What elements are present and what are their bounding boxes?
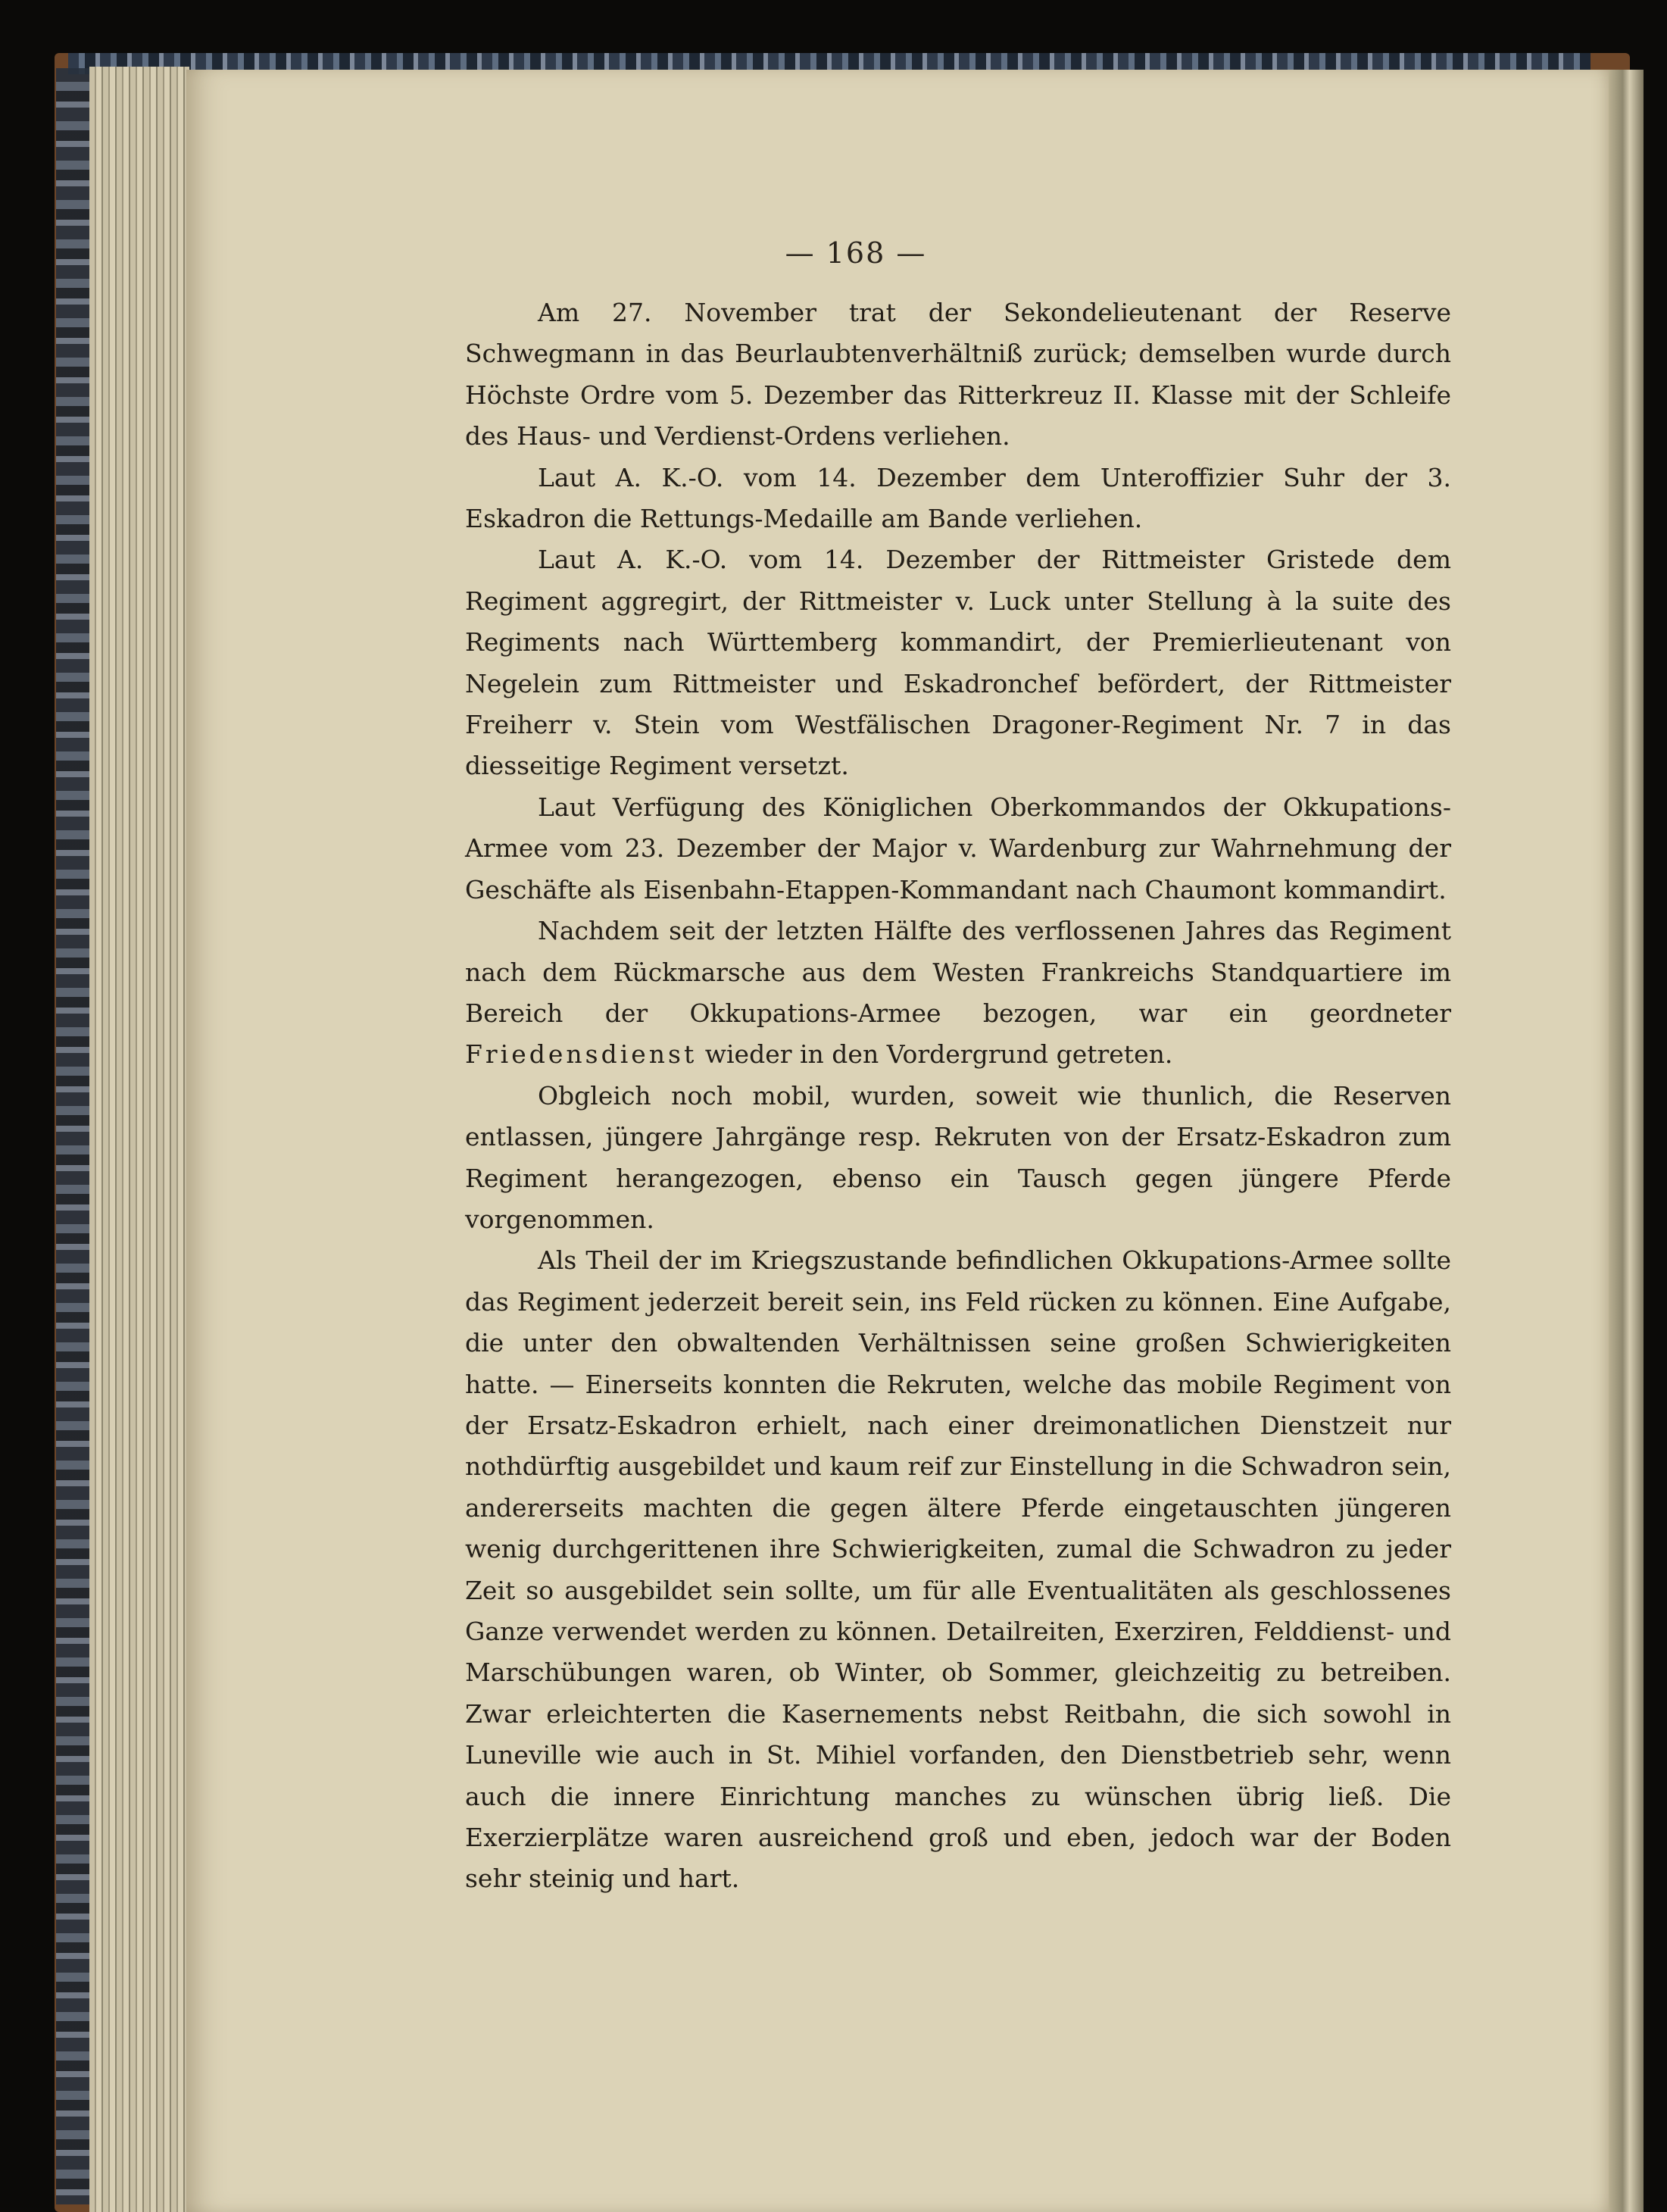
paragraph-6: Obgleich noch mobil, wurden, soweit wie thunlich, die Reserven entlassen, jüngere Jahrgänge resp. Rekruten von der Ersatz-Eskadron zum Regiment herangezogen, ebenso ein Tausch gegen jüngere Pferde vorgenommen. bbox=[465, 1080, 1451, 1234]
spaced-emphasis: Friedensdienst bbox=[465, 1039, 698, 1070]
page-edge-right bbox=[1609, 70, 1644, 2212]
paragraph-5-start: Nachdem seit der letzten Hälfte des verflossenen Jahres das Regiment nach dem Rückmarsche aus dem Westen Frankreichs Standquartiere im Bereich der Okkupations-Armee bezogen, war ein geordneter bbox=[465, 916, 1451, 1028]
paragraph-7: Als Theil der im Kriegszustande befindlichen Okkupations-Armee sollte das Regiment jederzeit bereit sein, ins Feld rücken zu können. Eine Aufgabe, die unter den obwaltenden Verhältnissen seine großen Schwierigkeiten hatte. — Einerseits konnten die Rekruten, welche das mobile Regiment von der Ersatz-Eskadron erhielt, nach einer dreimonatlichen Dienstzeit nur nothdürftig ausgebildet und kaum reif zur Einstellung in die Schwadron sein, andererseits machten die gegen ältere Pferde eingetauschten jüngeren wenig durchgerittenen ihre Schwierigkeiten, zumal die Schwadron zu jeder Zeit so ausgebildet sein sollte, um für alle Eventualitäten als geschlossenes Ganze verwendet werden zu können. Detailreiten, Exerziren, Felddienst- und Marschübungen waren, ob Winter, ob Sommer, gleichzeitig zu betreiben. Zwar erleichterten die Kasernements nebst Reitbahn, die sich sowohl in Luneville wie auch in St. Mihiel vorfanden, den Dienstbetrieb sehr, wenn auch die innere Einrichtung manches zu wünschen übrig ließ. Die Exerzierplätze waren ausreichend groß und eben, jedoch war der Boden sehr steinig und hart. bbox=[465, 1245, 1451, 1894]
paragraph-5-end: wieder in den Vordergrund getreten. bbox=[697, 1039, 1173, 1070]
page-stack-left bbox=[89, 67, 189, 2212]
page-number: — 168 — bbox=[785, 236, 927, 270]
paragraph-1: Am 27. November trat der Sekondelieutenant der Reserve Schwegmann in das Beurlaubtenverhältniß zurück; demselben wurde durch Höchste Ordre vom 5. Dezember das Ritterkreuz II. Klasse mit der Schleife des Haus- und Verdienst-Ordens verliehen. bbox=[465, 298, 1451, 451]
paragraph-5 bbox=[465, 911, 1451, 1076]
paragraph-2: Laut A. K.-O. vom 14. Dezember dem Unteroffizier Suhr der 3. Eskadron die Rettungs-Medaille am Bande verliehen. bbox=[465, 462, 1451, 534]
paragraph-4: Laut Verfügung des Königlichen Oberkommandos der Okkupations-Armee vom 23. Dezember der Major v. Wardenburg zur Wahrnehmung der Geschäfte als Eisenbahn-Etappen-Kommandant nach Chaumont kommandirt. bbox=[465, 792, 1451, 904]
marbled-cover-left bbox=[56, 68, 89, 2204]
paragraph-3: Laut A. K.-O. vom 14. Dezember der Rittmeister Gristede dem Regiment aggregirt, der Rittmeister v. Luck unter Stellung à la suite des Regiments nach Württemberg kommandirt, der Premierlieutenant von Negelein zum Rittmeister und Eskadronchef befördert, der Rittmeister Freiherr v. Stein vom Westfälischen Dragoner-Regiment Nr. 7 in das diesseitige Regiment versetzt. bbox=[465, 545, 1451, 781]
body-text bbox=[465, 292, 1451, 1900]
